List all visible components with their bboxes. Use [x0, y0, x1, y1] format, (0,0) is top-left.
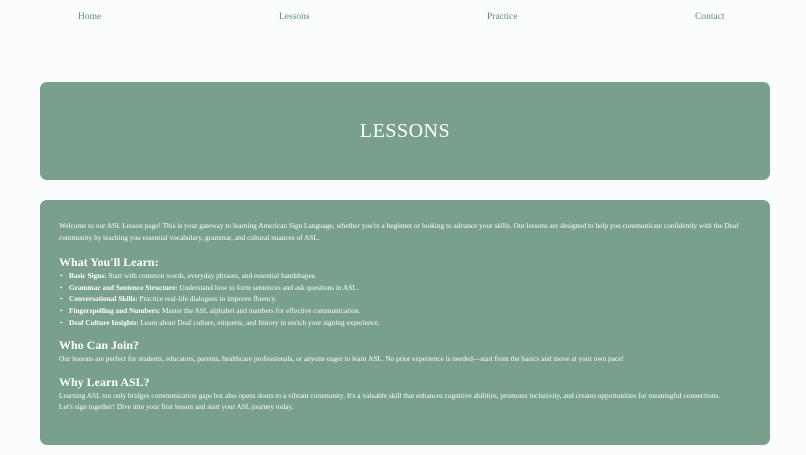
- intro-paragraph: Welcome to our ASL Lesson page! This is your gateway to learning American Sign Language, whether you're a beginner or looking to advance your skills. Our lessons are designed to help you communicate confidently with the Deaf community by teaching you essential vocabulary, grammar, and cultural nuances of ASL.: [59, 221, 739, 242]
- lesson-content-card: [40, 200, 770, 445]
- bullet-icon: •: [60, 317, 63, 327]
- page-title: LESSONS: [359, 119, 451, 142]
- why-paragraph: Learning ASL not only bridges communication gaps but also opens doors to a vibrant community. It's a valuable skill that enhances cognitive abilities, promotes inclusivity, and creates opportunities for meaningful connections.: [59, 390, 721, 400]
- join-heading: Who Can Join?: [59, 338, 140, 353]
- list-item-text: Practice real-life dialogues to improve fluency.: [137, 294, 277, 304]
- list-item-text: Understand how to form sentences and ask questions in ASL.: [177, 282, 359, 292]
- bullet-icon: •: [60, 305, 63, 315]
- why-heading: Why Learn ASL?: [59, 374, 150, 389]
- nav-link-practice[interactable]: Practice: [487, 12, 518, 22]
- list-item-text: Learn about Deaf culture, etiquette, and history to enrich your signing experience.: [138, 317, 380, 327]
- list-item: [59, 305, 750, 317]
- list-item-term: Grammar and Sentence Structure:: [69, 282, 178, 292]
- nav-link-lessons[interactable]: Lessons: [279, 12, 310, 22]
- list-item: [59, 282, 750, 294]
- list-item-text: Master the ASL alphabet and numbers for effective communication.: [160, 305, 361, 315]
- nav-link-contact[interactable]: Contact: [695, 12, 725, 22]
- bullet-icon: •: [60, 282, 63, 292]
- list-item: [59, 317, 750, 329]
- list-item: [59, 293, 750, 305]
- learn-heading: What You'll Learn:: [59, 255, 159, 270]
- hero-banner: [40, 82, 770, 180]
- join-paragraph: Our lessons are perfect for students, educators, parents, healthcare professionals, or anyone eager to learn ASL. No prior experience is needed—start from the basics and move at your own pace!: [59, 354, 624, 364]
- bullet-icon: •: [60, 294, 63, 304]
- list-item-term: Fingerspelling and Numbers:: [69, 305, 161, 315]
- list-item-text: Start with common words, everyday phrases, and essential handshapes.: [106, 271, 317, 281]
- list-item-term: Conversational Skills:: [69, 294, 138, 304]
- bullet-icon: •: [60, 271, 63, 281]
- top-navigation: [0, 0, 806, 34]
- list-item-term: Deaf Culture Insights:: [69, 317, 139, 327]
- list-item-term: Basic Signs:: [69, 271, 107, 281]
- list-item: [59, 270, 750, 282]
- learn-list: [59, 270, 750, 328]
- closing-paragraph: Let's sign together! Dive into your first lesson and start your ASL journey today.: [59, 402, 294, 412]
- nav-link-home[interactable]: Home: [78, 12, 102, 22]
